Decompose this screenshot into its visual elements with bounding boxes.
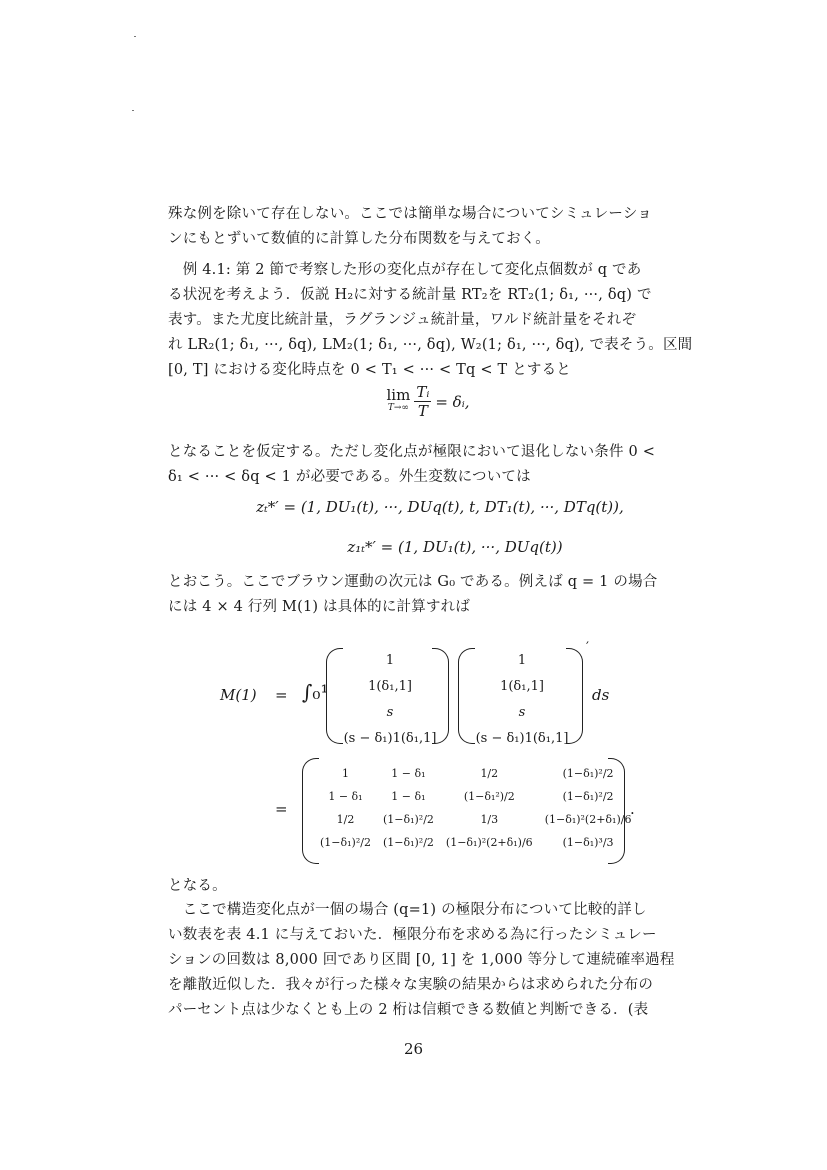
text-line: 表す。また尤度比統計量，ラグランジュ統計量，ワルド統計量をそれぞ xyxy=(168,312,637,328)
vector-left: 1 1(δ₁,1] s (s − δ₁)1(δ₁,1] xyxy=(343,653,437,746)
text-line: パーセント点は少なくとも上の 2 桁は信頼できる数値と判断できる．(表 xyxy=(168,1002,649,1018)
matrix-cell: 1/3 xyxy=(480,813,499,826)
matrix-lhs: M(1) xyxy=(220,686,257,704)
matrix-cell: 1/2 xyxy=(336,813,355,826)
matrix-cell: 1 xyxy=(341,767,349,780)
equals-sign: = xyxy=(275,686,288,704)
limit-operator: lim T→∞ xyxy=(386,385,411,413)
text-line: ここで構造変化点が一個の場合 (q=1) の極限分布について比較的詳し xyxy=(168,902,647,918)
matrix-cell: 1 − δ₁ xyxy=(328,790,363,803)
matrix-cell: (1−δ₁)²/2 xyxy=(562,767,614,780)
text-line: には 4 × 4 行列 M(1) は具体的に計算すれば xyxy=(168,599,471,615)
text-line: となる。 xyxy=(168,878,227,894)
paragraph-intro xyxy=(168,202,688,252)
vector-right: 1 1(δ₁,1] s (s − δ₁)1(δ₁,1] xyxy=(475,653,569,746)
transpose-prime: ′ xyxy=(586,640,589,655)
paragraph-closing xyxy=(168,898,688,1023)
matrix-cell: 1/2 xyxy=(480,767,499,780)
equation-z-1t: z₁ₜ*′ = (1, DU₁(t), ···, DUq(t)) xyxy=(347,538,563,556)
text-line: 殊な例を除いて存在しない。ここでは簡単な場合についてシミュレーショ xyxy=(168,206,652,222)
text-line: となることを仮定する。ただし変化点が極限において退化しない条件 0 < xyxy=(168,444,656,460)
matrix-row xyxy=(314,808,637,831)
matrix-cell: (1−δ₁)³/3 xyxy=(562,836,614,849)
matrix-cell: 1 − δ₁ xyxy=(391,790,426,803)
text-line: い数表を表 4.1 に与えておいた．極限分布を求める為に行ったシミュレー xyxy=(168,927,657,943)
text-line: れ LR₂(1; δ₁, ···, δq), LM₂(1; δ₁, ···, δq), W₂(1; δ₁, ···, δq), で表そう。区間 xyxy=(168,337,693,353)
text-line: 例 4.1: 第 2 節で考察した形の変化点が存在して変化点個数が q であ xyxy=(168,262,642,278)
paragraph-brownian xyxy=(168,570,688,620)
equals-sign: = xyxy=(275,800,288,818)
scan-speck xyxy=(132,110,134,111)
paragraph-example xyxy=(168,258,693,383)
page-number: 26 xyxy=(403,1040,424,1058)
right-paren xyxy=(608,758,625,864)
equation-z-t: zₜ*′ = (1, DU₁(t), ···, DUq(t), t, DT₁(t), ···, DTq(t)), xyxy=(256,498,624,516)
text-line: る状況を考えよう．仮説 H₂に対する統計量 RT₂を RT₂(1; δ₁, ···, δq) で xyxy=(168,287,652,303)
trailing-period: . xyxy=(630,800,635,818)
text-line: を離散近似した．我々が行った様々な実験の結果からは求められた分布の xyxy=(168,977,654,993)
right-paren xyxy=(566,648,583,744)
ds-label: ds xyxy=(592,686,610,704)
text-line: ションの回数は 8,000 回であり区間 [0, 1] を 1,000 等分して連続確率過程 xyxy=(168,952,675,968)
result-matrix xyxy=(314,762,637,854)
matrix-row xyxy=(314,785,637,808)
fraction-ti-over-t: $\frac{\text{Tᵢ}}{T}$ xyxy=(416,383,430,420)
text-line: とおこう。ここでブラウン運動の次元は G₀ である。例えば q = 1 の場合 xyxy=(168,574,658,590)
matrix-cell: (1−δ₁)²/2 xyxy=(562,790,614,803)
text-line: [0, T] における変化時点を 0 < T₁ < ··· < Tq < T とすると xyxy=(168,362,571,378)
text-line: ンにもとずいて数値的に計算した分布関数を与えておく。 xyxy=(168,231,550,247)
matrix-cell: (1−δ₁)²(2+δ₁)/6 xyxy=(544,813,632,826)
right-paren xyxy=(432,648,449,744)
matrix-cell: (1−δ₁²)/2 xyxy=(463,790,515,803)
matrix-row xyxy=(314,831,637,854)
scan-speck xyxy=(134,36,136,37)
matrix-cell: (1−δ₁)²(2+δ₁)/6 xyxy=(445,836,533,849)
integral-sign: ∫₀¹ xyxy=(302,680,329,704)
matrix-cell: (1−δ₁)²/2 xyxy=(320,836,371,849)
matrix-cell: (1−δ₁)²/2 xyxy=(382,836,434,849)
matrix-row xyxy=(314,762,637,785)
paragraph-assumption xyxy=(168,440,688,490)
paragraph-naru xyxy=(168,874,688,899)
equation-limit: lim T→∞ $\frac{\text{Tᵢ}}{T}$ = δᵢ, xyxy=(386,383,470,420)
matrix-cell: (1−δ₁)²/2 xyxy=(382,813,434,826)
text-line: δ₁ < ··· < δq < 1 が必要である。外生変数については xyxy=(168,469,531,485)
matrix-cell: 1 − δ₁ xyxy=(391,767,426,780)
